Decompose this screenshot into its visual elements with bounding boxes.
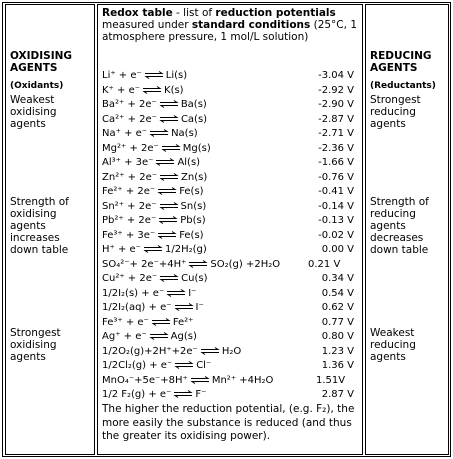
product-side: I⁻ xyxy=(195,302,204,313)
oxidising-strength-note: Strength of oxidising agents increases down table xyxy=(10,196,69,256)
product-side: Cl⁻ xyxy=(196,360,212,371)
equilibrium-arrow-icon xyxy=(149,129,169,137)
reaction-row xyxy=(102,345,360,359)
reactant-side: Cu²⁺ + 2e⁻ xyxy=(102,273,158,284)
intro-text-1: - list of xyxy=(172,7,216,19)
product-side: Pb(s) xyxy=(180,215,206,226)
equilibrium-arrow-icon xyxy=(190,376,210,384)
reduction-potential-value: 0.62 V xyxy=(321,302,354,313)
equilibrium-arrow-icon xyxy=(159,100,179,108)
equilibrium-arrow-icon xyxy=(143,245,163,253)
reaction-row xyxy=(102,287,360,301)
product-side: 1/2H₂(g) xyxy=(164,244,207,255)
reduction-potential-value: -2.36 V xyxy=(318,142,354,154)
reactant-side: 1/2I₂(s) + e⁻ xyxy=(102,287,165,299)
half-equation xyxy=(102,69,187,83)
equilibrium-arrow-icon xyxy=(142,86,162,94)
reduction-potential-value: 1.51V xyxy=(316,374,346,386)
reduction-potential-value: 1.23 V xyxy=(321,345,354,357)
equilibrium-arrow-icon xyxy=(159,202,179,210)
product-side: Fe²⁺ xyxy=(172,316,194,328)
reduction-potential-value: 0.77 V xyxy=(321,316,354,328)
reactant-side: Pb²⁺ + 2e⁻ xyxy=(102,215,157,226)
reactant-side: Fe²⁺ + 2e⁻ xyxy=(102,186,156,197)
product-side: Ag(s) xyxy=(170,331,197,342)
reaction-row xyxy=(102,113,360,127)
reduction-potential-value: 0.80 V xyxy=(321,331,354,342)
reaction-row xyxy=(102,359,360,373)
reactant-side: Ag⁺ + e⁻ xyxy=(102,331,147,342)
equilibrium-arrow-icon xyxy=(188,260,208,268)
product-side: Na(s) xyxy=(171,128,198,139)
reactant-side: MnO₄⁻+5e⁻+8H⁺ xyxy=(102,374,188,386)
product-side: Ca(s) xyxy=(180,113,208,125)
half-equation xyxy=(102,359,211,373)
product-side: Li(s) xyxy=(165,70,188,81)
reactant-side: 1/2 F₂(g) + e⁻ xyxy=(102,389,172,400)
product-side: Sn(s) xyxy=(180,200,207,212)
reduction-potential-value: 1.36 V xyxy=(321,360,354,371)
reduction-potential-value: -1.66 V xyxy=(318,157,354,168)
half-equation xyxy=(102,229,204,243)
equilibrium-arrow-icon xyxy=(161,144,181,152)
product-side: H₂O xyxy=(221,345,242,357)
intro-text-5: (25°C, 1 atmosphere pressure, 1 mol/L solution) xyxy=(102,19,357,43)
equilibrium-arrow-icon xyxy=(174,303,194,311)
reaction-row xyxy=(102,301,360,315)
reactant-side: Al³⁺ + 3e⁻ xyxy=(102,157,154,168)
equilibrium-arrow-icon xyxy=(144,71,164,79)
reactant-side: Sn²⁺ + 2e⁻ xyxy=(102,200,157,212)
intro-text-3: measured under xyxy=(102,19,192,31)
table-intro xyxy=(102,7,360,43)
reactant-side: 1/2Cl₂(g) + e⁻ xyxy=(102,360,173,371)
oxidising-heading: OXIDISING AGENTS xyxy=(10,50,73,74)
half-equation xyxy=(102,171,207,185)
reducing-strength-note: Strength of reducing agents decreases down table xyxy=(370,196,429,256)
weakest-oxidising-note: Weakest oxidising agents xyxy=(10,94,57,130)
equilibrium-arrow-icon xyxy=(157,231,177,239)
reaction-row xyxy=(102,316,360,330)
equilibrium-arrow-icon xyxy=(200,347,220,355)
product-side: Cu(s) xyxy=(181,273,208,284)
reduction-potential-value: -2.87 V xyxy=(318,113,354,125)
reactant-side: 1/2O₂(g)+2H⁺+2e⁻ xyxy=(102,345,198,357)
product-side: Mg(s) xyxy=(182,142,211,154)
half-equation xyxy=(102,287,196,301)
half-equation xyxy=(102,345,241,359)
reactant-side: Zn²⁺ + 2e⁻ xyxy=(102,171,158,183)
intro-bold-4: standard conditions xyxy=(191,19,311,31)
equilibrium-arrow-icon xyxy=(151,318,171,326)
reducing-agents-column xyxy=(365,4,449,455)
strongest-oxidising-note: Strongest oxidising agents xyxy=(10,327,61,363)
product-side: Mn²⁺ +4H₂O xyxy=(211,374,274,386)
equilibrium-arrow-icon xyxy=(158,216,178,224)
reactant-side: Na⁺ + e⁻ xyxy=(102,128,148,139)
half-equation xyxy=(102,258,280,272)
product-side: Ba(s) xyxy=(180,99,207,110)
equilibrium-arrow-icon xyxy=(157,187,177,195)
reactant-side: 1/2I₂(aq) + e⁻ xyxy=(102,302,172,313)
equilibrium-arrow-icon xyxy=(173,390,193,398)
intro-bold-2: reduction potentials xyxy=(215,7,336,19)
half-equation xyxy=(102,84,184,98)
product-side: SO₂(g) +2H₂O xyxy=(210,258,281,270)
half-equation xyxy=(102,243,207,257)
reduction-potentials-column xyxy=(97,4,363,455)
reactant-side: H⁺ + e⁻ xyxy=(102,244,141,255)
reaction-row xyxy=(102,374,360,388)
strongest-reducing-note: Strongest reducing agents xyxy=(370,94,421,130)
half-equation xyxy=(102,98,207,112)
reduction-potential-value: 0.21 V xyxy=(308,258,341,270)
reduction-potential-value: -2.90 V xyxy=(318,99,354,110)
equilibrium-arrow-icon xyxy=(155,158,175,166)
reaction-row xyxy=(102,185,360,199)
reduction-potential-value: -3.04 V xyxy=(318,70,354,81)
reaction-row xyxy=(102,214,360,228)
reactant-side: SO₄²⁻+ 2e⁻+4H⁺ xyxy=(102,258,187,270)
half-equation xyxy=(102,316,193,330)
reduction-potential-value: 0.00 V xyxy=(321,244,354,255)
reactant-side: Mg²⁺ + 2e⁻ xyxy=(102,142,159,154)
reactant-side: Ba²⁺ + 2e⁻ xyxy=(102,99,157,110)
reaction-row xyxy=(102,243,360,257)
half-equation xyxy=(102,330,197,344)
oxidants-subheading: (Oxidants) xyxy=(10,81,64,91)
reactant-side: Ca²⁺ + 2e⁻ xyxy=(102,113,157,125)
half-equation xyxy=(102,156,200,170)
reduction-potential-value: -0.41 V xyxy=(318,186,354,197)
reduction-potential-value: -0.14 V xyxy=(318,200,354,212)
reduction-potential-value: -2.92 V xyxy=(318,84,354,96)
reaction-row xyxy=(102,84,360,98)
weakest-reducing-note: Weakest reducing agents xyxy=(370,327,416,363)
equilibrium-arrow-icon xyxy=(159,115,179,123)
reactant-side: Li⁺ + e⁻ xyxy=(102,70,142,81)
reduction-potential-value: -0.76 V xyxy=(318,171,354,183)
reactant-side: Fe³⁺ + 3e⁻ xyxy=(102,229,156,241)
reaction-row xyxy=(102,98,360,112)
equilibrium-arrow-icon xyxy=(149,332,169,340)
reduction-potential-value: 0.54 V xyxy=(321,287,354,299)
product-side: F⁻ xyxy=(195,389,207,400)
half-equation xyxy=(102,127,198,141)
product-side: Fe(s) xyxy=(179,229,204,241)
reaction-row xyxy=(102,388,360,402)
equilibrium-arrow-icon xyxy=(174,361,194,369)
redox-table xyxy=(2,2,451,457)
reaction-row xyxy=(102,156,360,170)
reaction-row xyxy=(102,142,360,156)
reducing-heading: REDUCING AGENTS xyxy=(370,50,432,74)
reduction-potential-value: -2.71 V xyxy=(318,128,354,139)
reduction-potential-value: -0.02 V xyxy=(318,229,354,241)
equilibrium-arrow-icon xyxy=(166,289,186,297)
reaction-row xyxy=(102,127,360,141)
half-equation xyxy=(102,272,207,286)
product-side: Al(s) xyxy=(177,157,201,168)
reaction-row xyxy=(102,171,360,185)
reduction-potential-value: 2.87 V xyxy=(321,389,354,400)
half-equation xyxy=(102,374,273,388)
product-side: K(s) xyxy=(164,84,184,96)
product-side: Zn(s) xyxy=(181,171,208,183)
half-equation xyxy=(102,200,206,214)
half-equation xyxy=(102,185,204,199)
reaction-row xyxy=(102,272,360,286)
half-equation xyxy=(102,301,204,315)
half-equation xyxy=(102,388,206,402)
reaction-row xyxy=(102,229,360,243)
half-equation xyxy=(102,142,211,156)
intro-title: Redox table xyxy=(102,7,173,19)
equilibrium-arrow-icon xyxy=(159,274,179,282)
reduction-potential-value: 0.34 V xyxy=(321,273,354,284)
reductants-subheading: (Reductants) xyxy=(370,81,436,91)
reaction-row xyxy=(102,330,360,344)
reaction-row xyxy=(102,200,360,214)
equilibrium-arrow-icon xyxy=(159,173,179,181)
reaction-row xyxy=(102,258,360,272)
half-equation xyxy=(102,113,207,127)
reaction-row xyxy=(102,69,360,83)
product-side: Fe(s) xyxy=(179,186,204,197)
reactant-side: Fe³⁺ + e⁻ xyxy=(102,316,149,328)
product-side: I⁻ xyxy=(188,287,197,299)
reactant-side: K⁺ + e⁻ xyxy=(102,84,141,96)
footer-note: The higher the reduction potential, (e.g. F₂), the more easily the substance is reduced (and thus the greater its oxidising power). xyxy=(102,403,355,442)
half-equation xyxy=(102,214,206,228)
oxidising-agents-column xyxy=(5,4,95,455)
reduction-potential-value: -0.13 V xyxy=(318,215,354,226)
